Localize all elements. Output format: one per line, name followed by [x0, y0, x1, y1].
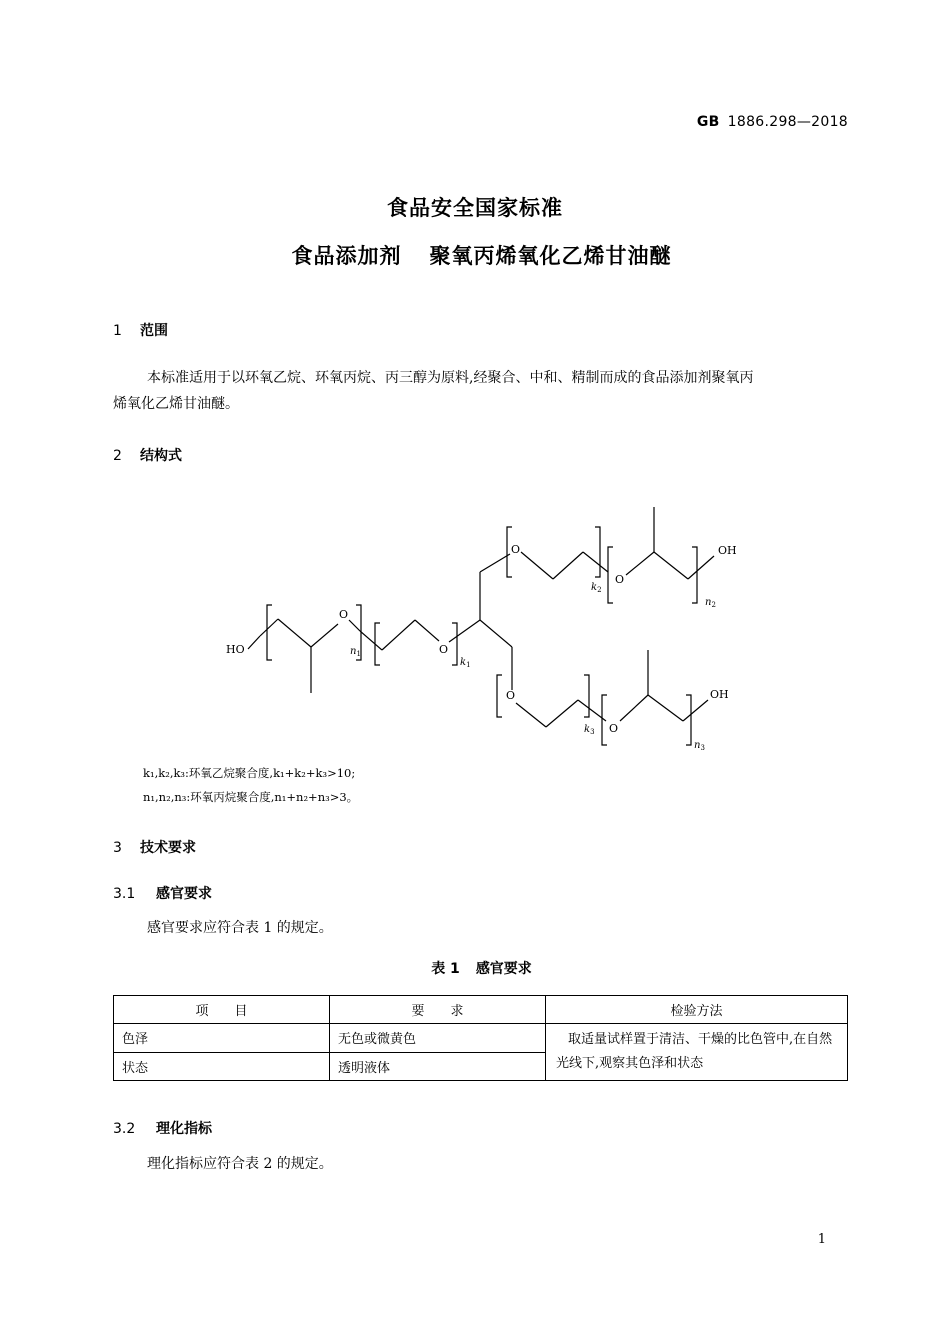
oxygen-label: O [506, 689, 516, 702]
scope-text-line-2: 烯氧化乙烯甘油醚。 [113, 396, 239, 412]
document-title: 食品安全国家标准 [387, 196, 563, 220]
standard-number: 1886.298—2018 [727, 114, 848, 130]
bond [415, 620, 439, 641]
bond [480, 554, 510, 572]
bond [553, 552, 583, 579]
section-3-1-text: 感官要求应符合表 1 的规定。 [147, 920, 333, 936]
subscript-n2: $n_2$ [705, 597, 716, 609]
table-1-caption [0, 958, 950, 978]
scope-text-line-1: 本标准适用于以环氧乙烷、环氧丙烷、丙三醇为原料,经聚合、中和、精制而成的食品添加剂聚氧丙 [147, 370, 754, 386]
section-number: 3.2 [113, 1121, 136, 1137]
bracket-n3-right [686, 695, 691, 745]
bracket-k1-right [452, 623, 457, 665]
bond [349, 620, 360, 631]
standard-prefix: GB [696, 114, 720, 130]
bond [248, 636, 260, 649]
oh-label: OH [718, 544, 737, 557]
bond [688, 556, 714, 579]
bond [546, 700, 578, 727]
oxygen-label: O [609, 722, 619, 735]
bond [260, 619, 278, 636]
cell-method: 取适量试样置于清洁、干燥的比色管中,在自然光线下,观察其色泽和状态 [546, 1024, 848, 1081]
bracket-k3-left [497, 675, 502, 717]
bracket-n1-left [267, 605, 272, 660]
subtitle-part-2: 聚氧丙烯氧化乙烯甘油醚 [429, 244, 672, 268]
bond [654, 552, 688, 579]
bond [583, 552, 608, 572]
section-number: 2 [113, 448, 122, 464]
bracket-k3-right [584, 675, 589, 717]
section-title: 感官要求 [156, 886, 212, 902]
subscript-n3: $n_3$ [694, 740, 705, 752]
section-1-heading [113, 320, 168, 340]
subscript-n1: $n_1$ [350, 646, 361, 658]
bond [516, 703, 546, 727]
structure-note-k: k₁,k₂,k₃:环氧乙烷聚合度,k₁+k₂+k₃>10; [143, 766, 356, 780]
structural-formula [210, 495, 770, 760]
cell-item: 状态 [114, 1052, 330, 1081]
bracket-n2-left [608, 547, 613, 603]
cell-item: 色泽 [114, 1024, 330, 1053]
section-number: 3.1 [113, 886, 136, 902]
page-number: 1 [817, 1232, 826, 1247]
sensory-requirements-table [113, 995, 848, 1081]
section-3-2-text: 理化指标应符合表 2 的规定。 [147, 1156, 333, 1172]
subscript-k3: $k_3$ [584, 724, 595, 736]
header-item: 项 目 [114, 996, 330, 1024]
subscript-k2: $k_2$ [591, 582, 602, 594]
oh-label: OH [710, 688, 729, 701]
document-subtitle [0, 240, 950, 270]
cell-requirement: 透明液体 [330, 1052, 546, 1081]
table-title: 感官要求 [475, 961, 532, 977]
oxygen-label: O [511, 543, 521, 556]
bond [683, 700, 708, 721]
subscript-k1: $k_1$ [460, 657, 471, 669]
bond [480, 620, 512, 647]
subtitle-part-1: 食品添加剂 [291, 244, 402, 268]
section-title: 理化指标 [156, 1121, 212, 1137]
table-label: 表 1 [431, 961, 460, 977]
section-title: 结构式 [140, 448, 182, 464]
section-3-1-heading [113, 883, 212, 903]
bond [620, 695, 648, 721]
cell-requirement: 无色或微黄色 [330, 1024, 546, 1053]
ho-label: HO [226, 643, 245, 656]
bond [648, 695, 683, 721]
section-number: 3 [113, 840, 122, 856]
bracket-k2-right [595, 527, 600, 577]
table-row [114, 1024, 848, 1053]
bond [278, 619, 311, 647]
section-title: 范围 [140, 323, 168, 339]
header-method: 检验方法 [546, 996, 848, 1024]
section-3-2-heading [113, 1118, 212, 1138]
oxygen-label: O [339, 608, 349, 621]
section-2-heading [113, 445, 182, 465]
bond [626, 552, 654, 575]
section-3-heading [113, 837, 196, 857]
header-requirement: 要 求 [330, 996, 546, 1024]
oxygen-label: O [439, 643, 449, 656]
section-title: 技术要求 [140, 840, 196, 856]
bond [311, 624, 338, 647]
section-number: 1 [113, 323, 122, 339]
bond [521, 552, 553, 579]
bond [360, 631, 382, 650]
table-header-row [114, 996, 848, 1024]
bond [382, 620, 415, 650]
standard-code [697, 114, 848, 130]
structure-note-n: n₁,n₂,n₃:环氧丙烷聚合度,n₁+n₂+n₃>3。 [143, 790, 359, 804]
oxygen-label: O [615, 573, 625, 586]
